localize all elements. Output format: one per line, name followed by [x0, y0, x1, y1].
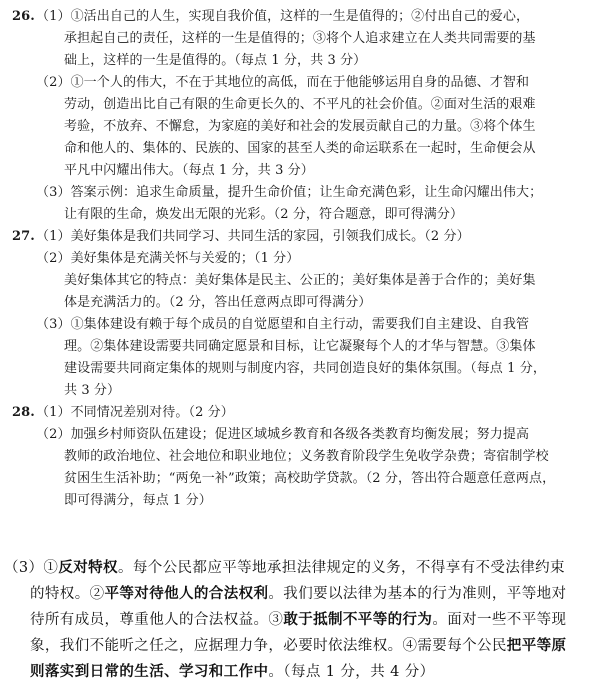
q27-number: 27. — [12, 229, 35, 244]
key-phrase-1: 反对特权 — [58, 559, 118, 576]
q26-p3-line1: （3）答案示例：追求生命质量，提升生命价值；让生命充满色彩，让生命闪耀出伟大； — [36, 185, 543, 200]
q27-p2-line2: 美好集体其它的特点：美好集体是民主、公正的；美好集体是善于合作的；美好集 — [64, 273, 536, 288]
lower-line5: 则落实到日常的生活、学习和工作中。（每点 1 分，共 4 分） — [30, 663, 435, 680]
key-phrase-4b: 则落实到日常的生活、学习和工作中 — [30, 663, 269, 680]
q27-p3-line2: 理。②集体建设需要共同确定愿景和目标，让它凝聚每个人的才华与智慧。③集体 — [64, 339, 536, 354]
lower-line3: 待所有成员，尊重他人的合法权益。③敢于抵制不平等的行为。面对一些不平等现 — [30, 611, 567, 628]
q26-p2-line2: 劳动，创造出比自己有限的生命更长久的、不平凡的社会价值。②面对生活的艰难 — [64, 97, 536, 112]
q28-p2-line4: 即可得满分，每点 1 分） — [64, 493, 212, 508]
q26-p2-line5: 平凡中闪耀出伟大。（每点 1 分，共 3 分） — [64, 163, 314, 178]
q26-p1-line1: （1）①活出自己的人生，实现自我价值，这样的一生是值得的；②付出自己的爱心， — [36, 9, 530, 24]
lower-line1: （3）①反对特权。每个公民都应平等地承担法律规定的义务，不得享有不受法律约束 — [4, 559, 565, 576]
lower-line4: 象，我们不能听之任之，应据理力争，必要时依法维权。④需要每个公民把平等原 — [30, 637, 567, 654]
q26-p3-line2: 让有限的生命，焕发出无限的光彩。（2 分，符合题意，即可得满分） — [64, 207, 464, 222]
q27-p3-line1: （3）①集体建设有赖于每个成员的自觉愿望和自主行动，需要我们自主建设、自我管 — [36, 317, 530, 332]
q28-number: 28. — [12, 405, 35, 420]
key-phrase-2: 平等对待他人的合法权利 — [104, 585, 269, 602]
q26-number: 26. — [12, 9, 35, 24]
key-phrase-3: 敢于抵制不平等的行为 — [283, 611, 433, 628]
q27-p1-line1: （1）美好集体是我们共同学习、共同生活的家园，引领我们成长。（2 分） — [36, 229, 470, 244]
q27-p2-line1: （2）美好集体是充满关怀与关爱的；（1 分） — [36, 251, 300, 266]
q28-p2-line2: 教师的政治地位、社会地位和职业地位；义务教育阶段学生免收学杂费；寄宿制学校 — [64, 449, 549, 464]
q26-p2-line3: 考验，不放弃、不懈怠，为家庭的美好和社会的发展贡献自己的力量。③将个体生 — [64, 119, 536, 134]
q28-p2-line1: （2）加强乡村师资队伍建设；促进区域城乡教育和各级各类教育均衡发展；努力提高 — [36, 427, 530, 442]
q26-p1-line3: 础上，这样的一生是值得的。（每点 1 分，共 3 分） — [64, 53, 367, 68]
q28-p1-line1: （1）不同情况差别对待。（2 分） — [36, 405, 234, 420]
q26-p2-line1: （2）①一个人的伟大，不在于其地位的高低，而在于他能够运用自身的品德、才智和 — [36, 75, 530, 90]
q28-p2-line3: 贫困生生活补助；“两免一补”政策；高校助学贷款。（2 分，答出符合题意任意两点， — [64, 471, 556, 486]
q27-p2-line3: 体是充满活力的。（2 分，答出任意两点即可得满分） — [64, 295, 372, 310]
lower-line2: 的特权。②平等对待他人的合法权利。我们要以法律为基本的行为准则，平等地对 — [30, 585, 567, 602]
q27-p3-line3: 建设需要共同商定集体的规则与制度内容，共同创造良好的集体氛围。（每点 1 分， — [64, 361, 546, 376]
key-phrase-4a: 把平等原 — [506, 637, 567, 654]
q27-p3-line4: 共 3 分） — [64, 383, 121, 398]
q26-p1-line2: 承担起自己的责任，这样的一生是值得的；③将个人追求建立在人类共同需要的基 — [64, 31, 536, 46]
q26-p2-line4: 命和他人的、集体的、民族的、国家的甚至人类的命运联系在一起时，生命便会从 — [64, 141, 536, 156]
